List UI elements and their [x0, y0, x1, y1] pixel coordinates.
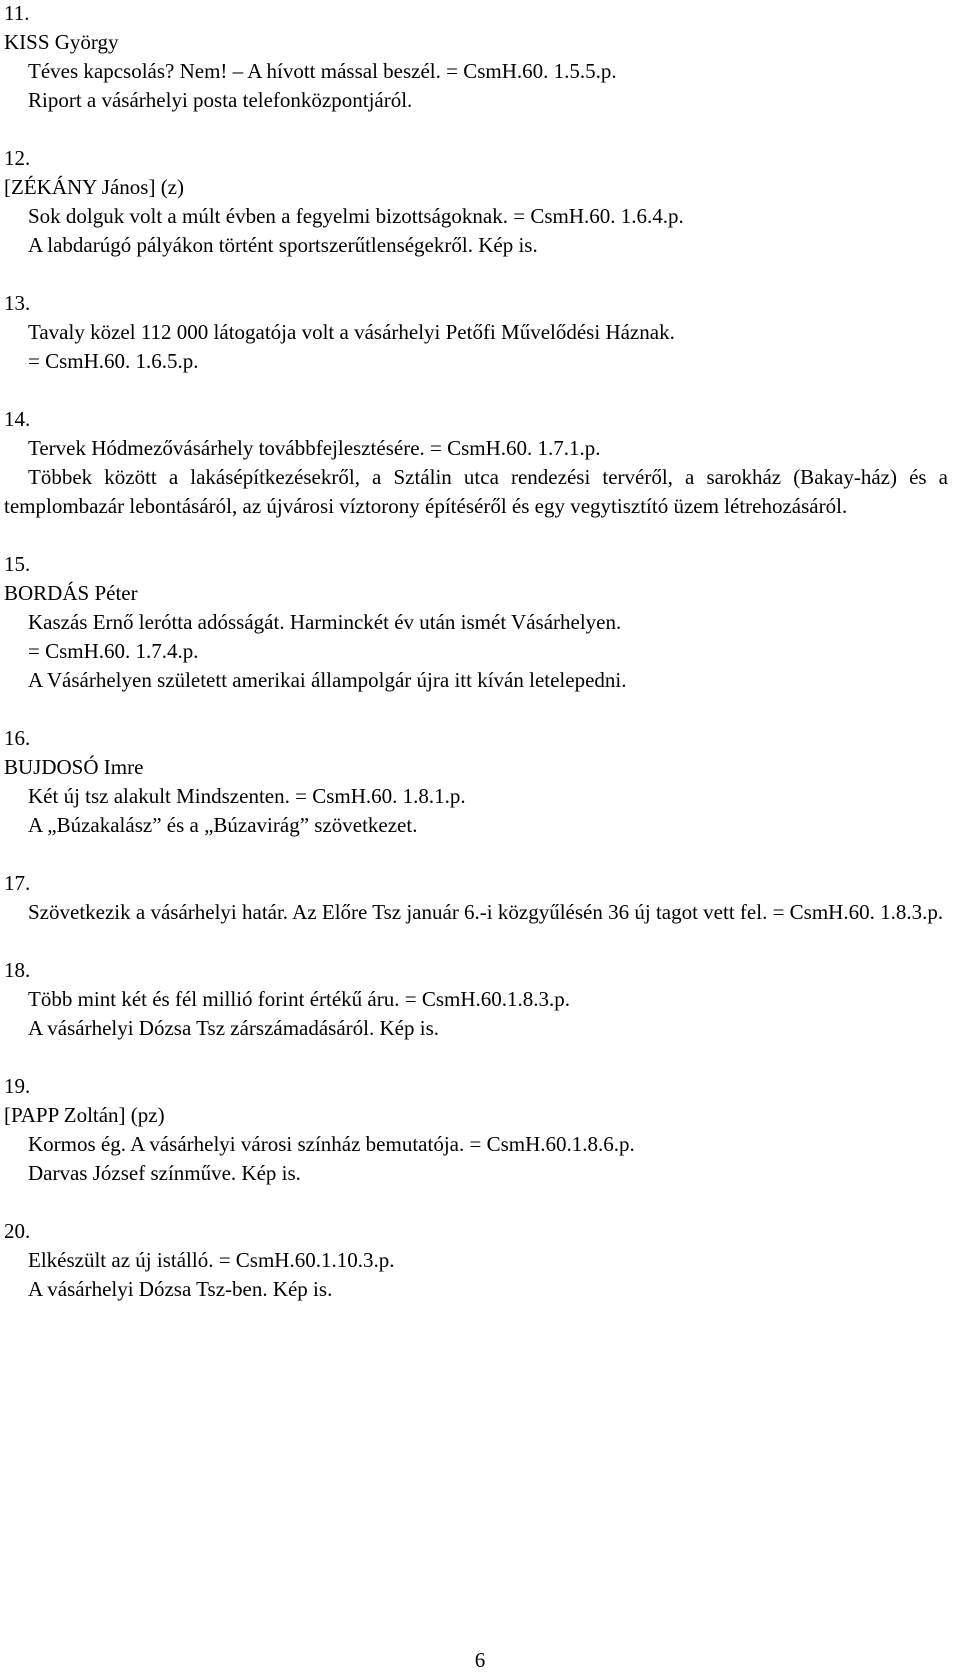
- bibliography-entry-11: [4, 0, 948, 115]
- entry-note-line: A vásárhelyi Dózsa Tsz zárszámadásáról. Kép is.: [28, 1016, 439, 1040]
- entry-title-paragraph: Szövetkezik a vásárhelyi határ. Az Előre Tsz január 6.-i közgyűlésén 36 új tagot vett fel. = CsmH.60. 1.8.3.p.: [28, 900, 944, 924]
- entry-note-line: A vásárhelyi Dózsa Tsz-ben. Kép is.: [28, 1277, 333, 1301]
- entry-number: 15.: [4, 552, 31, 576]
- entry-title-line: Több mint két és fél millió forint értékű áru. = CsmH.60.1.8.3.p.: [28, 987, 571, 1011]
- entry-title-line: Tavaly közel 112 000 látogatója volt a vásárhelyi Petőfi Művelődési Háznak.: [28, 320, 675, 344]
- document-page: [4, 0, 948, 1333]
- entry-number: 12.: [4, 146, 31, 170]
- entry-number: 19.: [4, 1074, 31, 1098]
- bibliography-entry-19: [4, 1072, 948, 1188]
- entry-note-paragraph: Többek között a lakásépítkezésekről, a Sztálin utca rendezési tervéről, a sarokház (Bakay-ház) és a templombazár lebontásáról, az újvárosi víztorony építéséről és egy vegytisztító üzem létrehozásáról.: [4, 465, 948, 518]
- entry-author: BUJDOSÓ Imre: [4, 755, 144, 779]
- entry-note-line: A „Búzakalász” és a „Búzavirág” szövetkezet.: [28, 813, 418, 837]
- bibliography-entry-18: [4, 956, 948, 1043]
- entry-number: 16.: [4, 726, 31, 750]
- entry-title-line: Kaszás Ernő lerótta adósságát. Harminckét év után ismét Vásárhelyen.: [28, 610, 622, 634]
- entry-author: BORDÁS Péter: [4, 581, 138, 605]
- entry-title-line: Téves kapcsolás? Nem! – A hívott mással beszél. = CsmH.60. 1.5.5.p.: [28, 59, 617, 83]
- entry-source-line: = CsmH.60. 1.7.4.p.: [28, 639, 199, 663]
- bibliography-entry-20: [4, 1217, 948, 1304]
- entry-title-line: Sok dolguk volt a múlt évben a fegyelmi bizottságoknak. = CsmH.60. 1.6.4.p.: [28, 204, 684, 228]
- entry-title-line: Tervek Hódmezővásárhely továbbfejlesztésére. = CsmH.60. 1.7.1.p.: [28, 436, 601, 460]
- entry-number: 13.: [4, 291, 31, 315]
- bibliography-entry-14: [4, 405, 948, 521]
- entry-author: [ZÉKÁNY János] (z): [4, 175, 184, 199]
- bibliography-entry-16: [4, 724, 948, 840]
- entry-title-line: Kormos ég. A vásárhelyi városi színház bemutatója. = CsmH.60.1.8.6.p.: [28, 1132, 635, 1156]
- entry-author: [PAPP Zoltán] (pz): [4, 1103, 165, 1127]
- bibliography-entry-17: [4, 869, 948, 927]
- entry-number: 14.: [4, 407, 31, 431]
- entry-title-line: Két új tsz alakult Mindszenten. = CsmH.60. 1.8.1.p.: [28, 784, 466, 808]
- entry-note-line: A labdarúgó pályákon történt sportszerűtlenségekről. Kép is.: [28, 233, 538, 257]
- entry-note-line: A Vásárhelyen született amerikai állampolgár újra itt kíván letelepedni.: [28, 668, 627, 692]
- bibliography-entry-12: [4, 144, 948, 260]
- entry-number: 20.: [4, 1219, 31, 1243]
- entry-title-line: Elkészült az új istálló. = CsmH.60.1.10.3.p.: [28, 1248, 395, 1272]
- entry-note-line: Darvas József színműve. Kép is.: [28, 1161, 301, 1185]
- entry-number: 18.: [4, 958, 31, 982]
- entry-source-line: = CsmH.60. 1.6.5.p.: [28, 349, 199, 373]
- page-number: 6: [474, 1648, 486, 1672]
- bibliography-entry-15: [4, 550, 948, 695]
- entry-author: KISS György: [4, 30, 119, 54]
- bibliography-entry-13: [4, 289, 948, 376]
- entry-number: 11.: [4, 1, 30, 25]
- entry-note-line: Riport a vásárhelyi posta telefonközpontjáról.: [28, 88, 413, 112]
- entry-number: 17.: [4, 871, 31, 895]
